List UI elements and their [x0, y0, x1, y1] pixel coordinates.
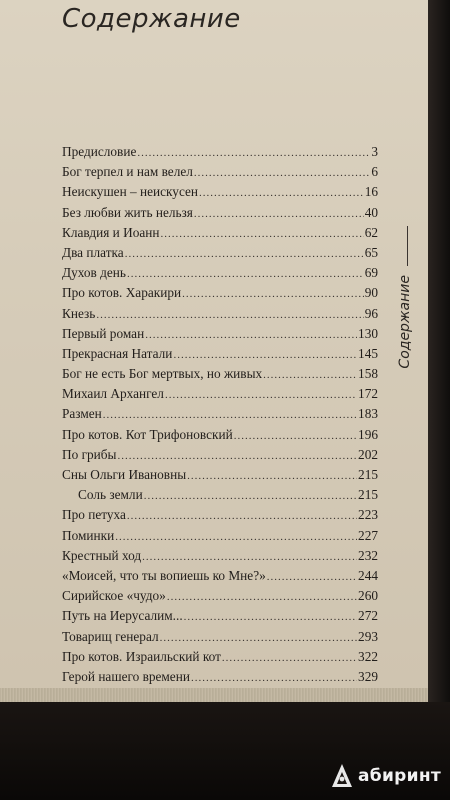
toc-entry-title: «Моисей, что ты вопиешь ко Мне?»	[62, 567, 266, 583]
dot-leader	[125, 244, 364, 264]
toc-entry	[62, 627, 378, 647]
toc-entry-title: Предисловие	[62, 144, 137, 159]
toc-entry	[62, 142, 378, 162]
dot-leader	[144, 486, 357, 506]
dot-leader	[173, 345, 357, 365]
dot-leader	[137, 143, 370, 163]
toc-entry	[62, 304, 378, 324]
dot-leader	[187, 466, 357, 486]
watermark-logo	[330, 763, 441, 789]
dot-leader	[182, 284, 364, 304]
toc-entry-page: 65	[364, 244, 378, 260]
toc-entry-page: 62	[364, 224, 378, 240]
toc-entry	[62, 243, 378, 263]
toc-entry-page: 215	[358, 467, 378, 482]
toc-entry-page: 202	[358, 446, 378, 462]
toc-entry-page: 329	[358, 668, 378, 684]
toc-entry-page: 96	[364, 305, 378, 321]
dot-leader	[165, 385, 357, 405]
toc-entry	[62, 344, 378, 364]
toc-entry	[62, 445, 378, 465]
toc-entry-page: 172	[358, 386, 378, 402]
toc-entry	[62, 546, 378, 566]
toc-entry	[62, 606, 378, 626]
dot-leader	[145, 325, 357, 345]
labirint-logo-icon	[330, 763, 354, 789]
toc-entry-title: Про котов. Кот Трифоновский	[62, 426, 233, 442]
toc-entry-page: 69	[364, 265, 378, 281]
toc-entry-title: По грибы	[62, 446, 117, 462]
toc-entry-page: 223	[358, 507, 378, 523]
dot-leader	[96, 305, 363, 325]
toc-entry-page: 40	[364, 204, 378, 220]
toc-entry-title: Размен	[62, 406, 102, 422]
dot-leader	[103, 405, 357, 425]
toc-entry	[62, 263, 378, 283]
toc-entry-title: Прекрасная Натали	[62, 345, 173, 361]
toc-entry	[62, 526, 378, 546]
toc-entry-page: 260	[358, 588, 378, 604]
toc-entry-title: Про котов. Харакири	[62, 285, 182, 301]
dot-leader	[127, 264, 364, 284]
toc-entry-title: Бог терпел и нам велел	[62, 164, 193, 180]
dot-leader	[194, 163, 370, 183]
dot-leader	[160, 628, 357, 648]
dot-leader	[222, 648, 357, 668]
dot-leader	[191, 668, 357, 688]
dot-leader	[267, 567, 357, 587]
running-head: Содержание	[397, 275, 413, 369]
toc-entry-title: Кнезь	[62, 305, 96, 321]
dot-leader	[184, 607, 357, 627]
toc-entry	[62, 404, 378, 424]
toc-entry-title: Два платка	[62, 244, 124, 260]
toc-entry-page: 16	[364, 184, 378, 200]
page-title: Содержание	[62, 4, 241, 34]
dot-leader	[142, 547, 357, 567]
toc-entry	[62, 182, 378, 202]
toc-entry-title: Без любви жить нельзя	[62, 204, 193, 220]
watermark-text: абиринт	[358, 766, 442, 786]
dot-leader	[115, 527, 357, 547]
dot-leader	[234, 426, 357, 446]
toc-entry-title: Духов день	[62, 265, 126, 281]
table-of-contents	[62, 142, 378, 707]
toc-entry-title: Сирийское «чудо»	[62, 588, 166, 604]
toc-entry-title: Соль земли	[78, 487, 143, 503]
toc-entry-page: 322	[358, 648, 378, 664]
dot-leader	[263, 365, 357, 385]
toc-entry	[62, 566, 378, 586]
toc-entry-page: 3	[371, 144, 378, 159]
toc-entry-page: 227	[358, 527, 378, 543]
page-edge	[0, 688, 428, 702]
dot-leader	[127, 506, 357, 526]
toc-entry	[62, 223, 378, 243]
toc-entry	[62, 384, 378, 404]
toc-entry-page: 244	[358, 567, 378, 583]
toc-entry-title: Путь на Иерусалим...	[62, 608, 183, 624]
toc-entry	[62, 505, 378, 525]
toc-entry	[62, 162, 378, 182]
side-divider	[407, 226, 408, 266]
dot-leader	[167, 587, 357, 607]
toc-entry-page: 293	[358, 628, 378, 644]
toc-entry-title: Первый роман	[62, 325, 145, 341]
toc-entry-page: 145	[358, 345, 378, 361]
toc-entry-page: 196	[358, 426, 378, 442]
toc-entry	[62, 324, 378, 344]
toc-entry	[62, 283, 378, 303]
toc-entry	[62, 647, 378, 667]
toc-entry-page: 130	[358, 325, 378, 341]
dot-leader	[199, 183, 364, 203]
toc-entry-title: Михаил Архангел	[62, 386, 164, 402]
toc-entry	[62, 586, 378, 606]
toc-entry-title: Товарищ генерал	[62, 628, 159, 644]
toc-entry-title: Бог не есть Бог мертвых, но живых	[62, 366, 263, 382]
toc-entry-title: Про петуха	[62, 507, 126, 523]
toc-entry-page: 183	[358, 406, 378, 422]
toc-entry-title: Сны Ольги Ивановны	[62, 467, 187, 482]
toc-entry	[62, 364, 378, 384]
toc-entry-page: 272	[358, 608, 378, 624]
toc-entry-page: 158	[358, 366, 378, 382]
toc-entry-page: 90	[364, 285, 378, 301]
toc-entry-page: 6	[371, 164, 378, 180]
toc-entry-title: Герой нашего времени	[62, 668, 190, 684]
toc-entry-title: Клавдия и Иоанн	[62, 224, 160, 240]
toc-entry	[62, 667, 378, 687]
toc-entry	[62, 425, 378, 445]
toc-entry-page: 232	[358, 547, 378, 563]
toc-entry-title: Поминки	[62, 527, 115, 543]
book-spine	[428, 0, 450, 702]
toc-entry-title: Про котов. Израильский кот	[62, 648, 221, 664]
toc-entry-page: 215	[358, 487, 378, 503]
dot-leader	[194, 204, 364, 224]
toc-entry-title: Крестный ход	[62, 547, 142, 563]
toc-entry	[62, 485, 378, 505]
toc-entry-title: Неискушен – неискусен	[62, 184, 199, 200]
dot-leader	[161, 224, 364, 244]
dot-leader	[118, 446, 358, 466]
toc-entry	[62, 465, 378, 485]
toc-entry	[62, 203, 378, 223]
